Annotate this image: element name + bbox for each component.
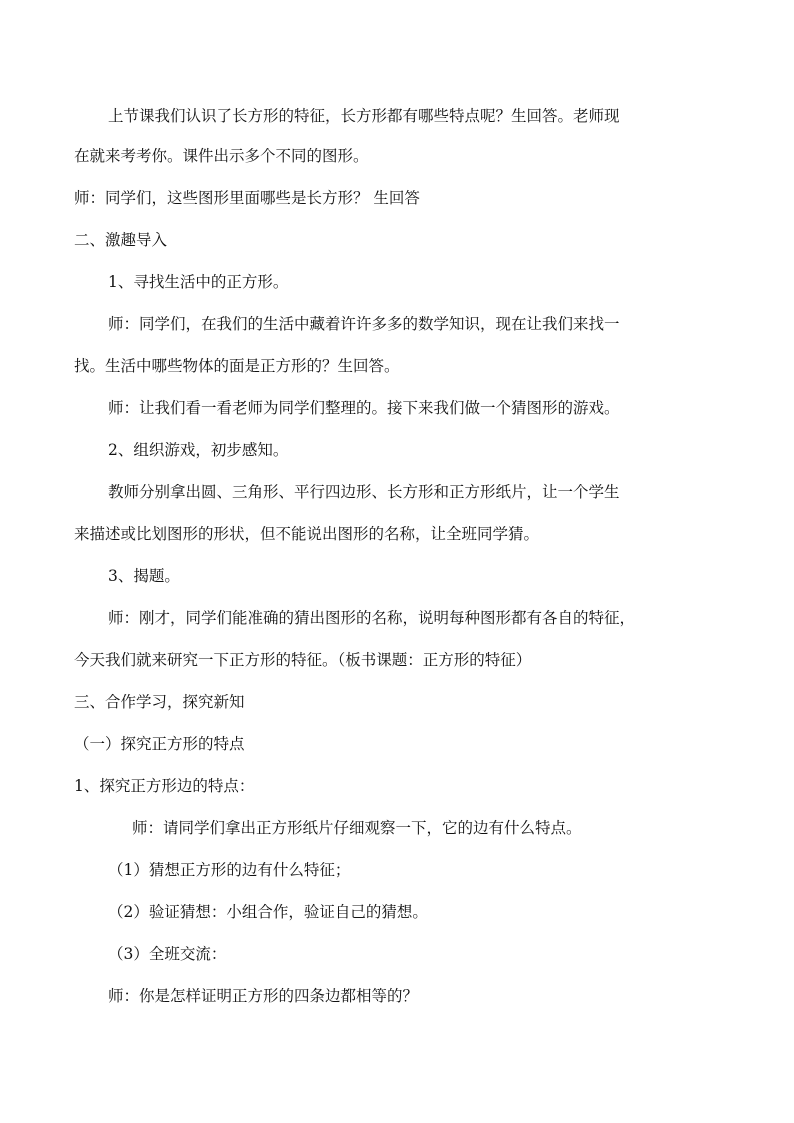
paragraph-line: 师：你是怎样证明正方形的四条边都相等的？ [108, 987, 419, 1005]
paragraph-line: 师：同学们，在我们的生活中藏着许许多多的数学知识，现在让我们来找一 [108, 315, 620, 333]
subsection-heading: 3、揭题。 [108, 567, 180, 585]
paragraph-line: 师：让我们看一看老师为同学们整理的。接下来我们做一个猜图形的游戏。 [108, 399, 620, 417]
subsection-heading: 1、寻找生活中的正方形。 [108, 273, 289, 291]
list-item: （1）猜想正方形的边有什么特征； [108, 861, 351, 879]
subsection-heading: 1、探究正方形边的特点： [74, 777, 255, 795]
section-heading: 三、合作学习，探究新知 [74, 693, 245, 711]
paragraph-line: 在就来考考你。课件出示多个不同的图形。 [74, 147, 369, 165]
paragraph-line: 师：请同学们拿出正方形纸片仔细观察一下，它的边有什么特点。 [132, 819, 582, 837]
paragraph-line: 上节课我们认识了长方形的特征，长方形都有哪些特点呢？生回答。老师现 [108, 107, 620, 125]
list-item: （2）验证猜想：小组合作，验证自己的猜想。 [108, 903, 428, 921]
paragraph-line: 师：刚才，同学们能准确的猜出图形的名称，说明每种图形都有各自的特征， [108, 609, 636, 627]
paragraph-line: 教师分别拿出圆、三角形、平行四边形、长方形和正方形纸片，让一个学生 [108, 483, 620, 501]
section-heading: 二、激趣导入 [74, 231, 168, 249]
list-item: （3）全班交流： [108, 945, 227, 963]
paragraph-line: 来描述或比划图形的形状，但不能说出图形的名称，让全班同学猜。 [74, 525, 540, 543]
paragraph-line: 师：同学们，这些图形里面哪些是长方形？ 生回答 [74, 189, 420, 207]
subsection-heading: 2、组织游戏，初步感知。 [108, 441, 289, 459]
paragraph-line: 找。生活中哪些物体的面是正方形的？生回答。 [74, 357, 400, 375]
paragraph-line: 今天我们就来研究一下正方形的特征。（板书课题：正方形的特征） [74, 651, 532, 669]
subsection-heading: （一）探究正方形的特点 [74, 735, 245, 753]
